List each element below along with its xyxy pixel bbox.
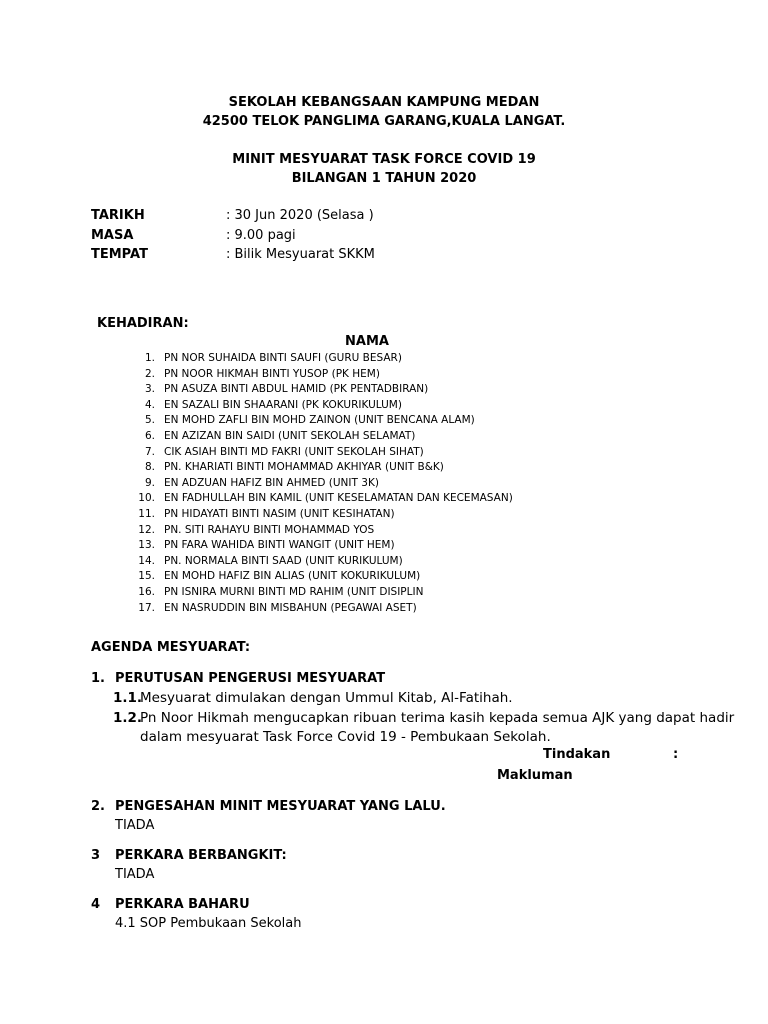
list-item-number: 15. (138, 570, 155, 583)
list-item-number: 4. (144, 398, 155, 411)
detail-value: : Bilik Mesyuarat SKKM (226, 247, 375, 262)
list-item: PN FARA WAHIDA BINTI WANGIT (UNIT HEM) (164, 539, 395, 552)
attendance-heading: KEHADIRAN: (97, 316, 189, 331)
agenda-item-body: 4.1 SOP Pembukaan Sekolah (115, 916, 302, 931)
agenda-item-title: PENGESAHAN MINIT MESYUARAT YANG LALU. (115, 799, 446, 814)
agenda-item-title: PERKARA BAHARU (115, 897, 250, 912)
action-colon: : (673, 747, 679, 762)
list-item: CIK ASIAH BINTI MD FAKRI (UNIT SEKOLAH SIHAT) (164, 445, 424, 458)
list-item-number: 10. (138, 492, 155, 505)
list-item: EN ADZUAN HAFIZ BIN AHMED (UNIT 3K) (164, 476, 379, 489)
list-item: PN HIDAYATI BINTI NASIM (UNIT KESIHATAN) (164, 508, 395, 520)
list-item-number: 6. (144, 430, 155, 442)
list-item: EN AZIZAN BIN SAIDI (UNIT SEKOLAH SELAMAT) (164, 430, 416, 442)
list-item: EN MOHD HAFIZ BIN ALIAS (UNIT KOKURIKULUM) (164, 570, 421, 583)
detail-label: TARIKH (91, 208, 145, 223)
list-item: PN NOR SUHAIDA BINTI SAUFI (GURU BESAR) (164, 352, 402, 364)
agenda-item-body: TIADA (115, 818, 155, 833)
agenda-item-number: 3 (91, 848, 101, 863)
agenda-item-number: 4 (91, 897, 101, 912)
school-address: 42500 TELOK PANGLIMA GARANG,KUALA LANGAT. (202, 114, 566, 129)
meeting-title: MINIT MESYUARAT TASK FORCE COVID 19 (232, 152, 536, 167)
list-item: PN ISNIRA MURNI BINTI MD RAHIM (UNIT DISIPLIN (164, 586, 424, 598)
sub-item-number: 1.2. (113, 710, 143, 726)
meeting-session: BILANGAN 1 TAHUN 2020 (291, 171, 477, 186)
list-item: PN. SITI RAHAYU BINTI MOHAMMAD YOS (164, 523, 375, 536)
list-item-number: 2. (144, 367, 155, 380)
action-label: Tindakan (543, 747, 611, 762)
sub-item-text-continued: dalam mesyuarat Task Force Covid 19 - Pembukaan Sekolah. (140, 729, 551, 745)
agenda-item-title: PERKARA BERBANGKIT: (115, 848, 287, 863)
list-item: PN. KHARIATI BINTI MOHAMMAD AKHIYAR (UNIT B&K) (164, 461, 444, 474)
detail-value: : 9.00 pagi (226, 228, 296, 243)
attendance-column-heading: NAMA (345, 334, 389, 349)
list-item: EN FADHULLAH BIN KAMIL (UNIT KESELAMATAN DAN KECEMASAN) (164, 492, 513, 505)
list-item: PN NOOR HIKMAH BINTI YUSOP (PK HEM) (164, 367, 380, 380)
list-item: PN ASUZA BINTI ABDUL HAMID (PK PENTADBIRAN) (164, 383, 429, 396)
list-item-number: 7. (144, 445, 155, 458)
list-item: EN SAZALI BIN SHAARANI (PK KOKURIKULUM) (164, 398, 402, 411)
list-item: EN NASRUDDIN BIN MISBAHUN (PEGAWAI ASET) (164, 601, 417, 614)
list-item-number: 5. (144, 414, 155, 427)
list-item-number: 1. (144, 352, 155, 364)
action-value: Makluman (497, 768, 573, 783)
sub-item-text: Pn Noor Hikmah mengucapkan ribuan terima kasih kepada semua AJK yang dapat hadir (140, 710, 735, 726)
agenda-item-number: 1. (91, 671, 105, 686)
list-item-number: 17. (138, 601, 155, 614)
sub-item-number: 1.1. (113, 690, 143, 706)
agenda-item-body: TIADA (115, 867, 155, 882)
list-item-number: 8. (144, 461, 155, 474)
school-name: SEKOLAH KEBANGSAAN KAMPUNG MEDAN (228, 95, 540, 110)
list-item-number: 14. (138, 554, 155, 567)
list-item-number: 3. (144, 383, 155, 396)
list-item-number: 13. (138, 539, 155, 552)
detail-value: : 30 Jun 2020 (Selasa ) (226, 208, 374, 223)
agenda-item-number: 2. (91, 799, 105, 814)
list-item-number: 9. (144, 476, 155, 489)
list-item-number: 16. (138, 586, 155, 598)
agenda-heading: AGENDA MESYUARAT: (91, 640, 251, 655)
list-item: PN. NORMALA BINTI SAAD (UNIT KURIKULUM) (164, 554, 403, 567)
list-item-number: 11. (138, 508, 155, 520)
list-item-number: 12. (138, 523, 155, 536)
list-item: EN MOHD ZAFLI BIN MOHD ZAINON (UNIT BENCANA ALAM) (164, 414, 475, 427)
sub-item-text: Mesyuarat dimulakan dengan Ummul Kitab, Al-Fatihah. (140, 690, 513, 706)
agenda-item-title: PERUTUSAN PENGERUSI MESYUARAT (115, 671, 386, 686)
detail-label: MASA (91, 228, 134, 243)
detail-label: TEMPAT (91, 247, 148, 262)
